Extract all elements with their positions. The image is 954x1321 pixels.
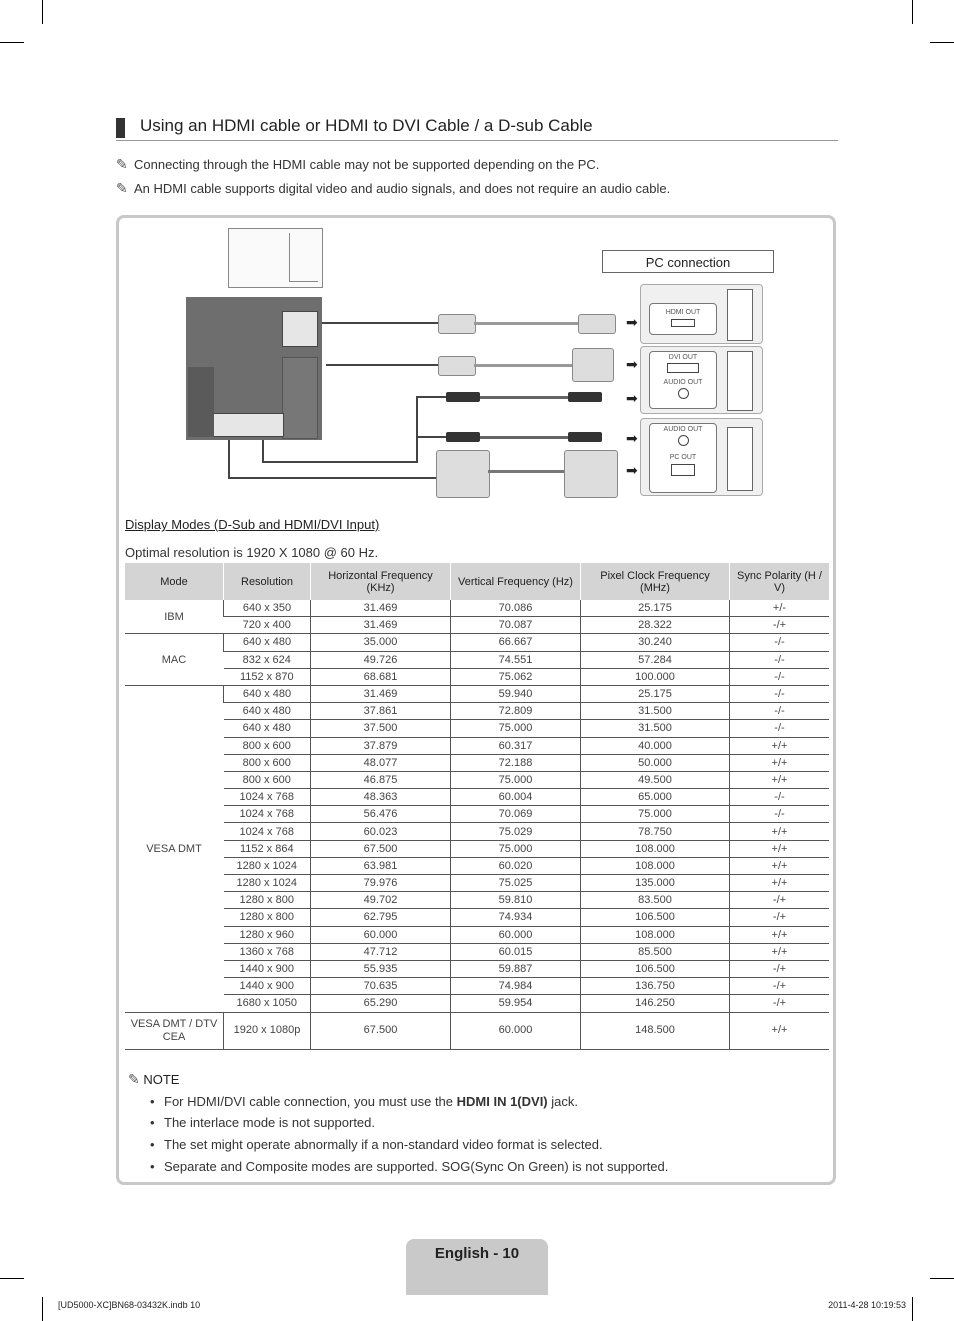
resolution-cell: 1280 x 1024 [224, 857, 311, 874]
table-row [125, 634, 829, 651]
optimal-resolution: Optimal resolution is 1920 X 1080 @ 60 Hz. [125, 545, 379, 560]
resolution-cell: 640 x 480 [224, 703, 311, 720]
arrow-right-icon: ➡ [626, 462, 638, 478]
sync-polarity-cell: -/- [730, 685, 830, 702]
horizontal-frequency-cell: 62.795 [311, 909, 451, 926]
table-row [125, 823, 829, 840]
bullet-dot: • [150, 1115, 155, 1130]
display-modes-table [125, 563, 829, 1050]
pixel-clock-cell: 146.250 [581, 995, 730, 1012]
pixel-clock-cell: 136.750 [581, 978, 730, 995]
pc-tower-icon [727, 289, 753, 341]
sync-polarity-cell: -/- [730, 668, 830, 685]
vertical-frequency-cell: 75.000 [451, 840, 581, 857]
vertical-frequency-cell: 60.000 [451, 926, 581, 943]
vertical-frequency-cell: 74.984 [451, 978, 581, 995]
mode-cell: MAC [125, 634, 224, 686]
pixel-clock-cell: 83.500 [581, 892, 730, 909]
note-line-2 [116, 180, 670, 197]
sync-polarity-cell: +/+ [730, 857, 830, 874]
horizontal-frequency-cell: 49.702 [311, 892, 451, 909]
audio-cable [480, 436, 568, 439]
sync-polarity-cell: +/+ [730, 926, 830, 943]
horizontal-frequency-cell: 56.476 [311, 806, 451, 823]
sync-polarity-cell: +/+ [730, 754, 830, 771]
sync-polarity-cell: +/+ [730, 771, 830, 788]
resolution-cell: 1280 x 800 [224, 909, 311, 926]
title-divider [116, 140, 838, 141]
arrow-right-icon: ➡ [626, 314, 638, 330]
table-row [125, 806, 829, 823]
pc-out-label: PC OUT [669, 454, 697, 461]
note-bullet [150, 1094, 578, 1109]
vertical-frequency-cell: 70.069 [451, 806, 581, 823]
pixel-clock-cell: 100.000 [581, 668, 730, 685]
horizontal-frequency-cell: 70.635 [311, 978, 451, 995]
table-row [125, 668, 829, 685]
table-row [125, 789, 829, 806]
crop-mark [912, 1297, 913, 1321]
resolution-cell: 832 x 624 [224, 651, 311, 668]
horizontal-frequency-cell: 37.879 [311, 737, 451, 754]
sync-polarity-cell: -/- [730, 806, 830, 823]
table-row [125, 600, 829, 617]
bullet-text: The interlace mode is not supported. [164, 1115, 376, 1130]
bullet-text: Separate and Composite modes are supported. SOG(Sync On Green) is not supported. [164, 1159, 669, 1174]
sync-polarity-cell: +/+ [730, 943, 830, 960]
table-row [125, 995, 829, 1012]
mode-cell: VESA DMT / DTV CEA [125, 1012, 224, 1049]
hdmi-out-label: HDMI OUT [665, 309, 701, 316]
dsub-cable [488, 470, 564, 473]
crop-mark [930, 1278, 954, 1279]
resolution-cell: 1024 x 768 [224, 789, 311, 806]
sync-polarity-cell: +/+ [730, 737, 830, 754]
resolution-cell: 1360 x 768 [224, 943, 311, 960]
sync-polarity-cell: +/+ [730, 840, 830, 857]
crop-mark [42, 1297, 43, 1321]
display-modes-title: Display Modes (D-Sub and HDMI/DVI Input) [125, 517, 380, 532]
table-row [125, 754, 829, 771]
pc-unit-dsub [640, 418, 763, 496]
bullet-text: For HDMI/DVI cable connection, you must use the [164, 1094, 457, 1109]
pixel-clock-cell: 57.284 [581, 651, 730, 668]
horizontal-frequency-cell: 67.500 [311, 1012, 451, 1049]
pixel-clock-cell: 40.000 [581, 737, 730, 754]
sync-polarity-cell: -/- [730, 703, 830, 720]
note-bullet [150, 1115, 375, 1130]
audio-out-label: AUDIO OUT [663, 379, 703, 386]
resolution-cell: 1680 x 1050 [224, 995, 311, 1012]
note-bullet [150, 1159, 668, 1174]
bullet-text: The set might operate abnormally if a non-standard video format is selected. [164, 1137, 603, 1152]
pen-note-icon: ✎ [116, 180, 128, 196]
pixel-clock-cell: 108.000 [581, 840, 730, 857]
hdmi-out-port [649, 303, 717, 335]
vertical-frequency-cell: 59.810 [451, 892, 581, 909]
pixel-clock-cell: 148.500 [581, 1012, 730, 1049]
pc-connection-label: PC connection [602, 250, 774, 273]
col-pixel-clock: Pixel Clock Frequency (MHz) [581, 563, 730, 600]
vertical-frequency-cell: 74.551 [451, 651, 581, 668]
tv-rear-panel-illustration [186, 297, 322, 440]
dvi-audio-port-group [649, 351, 717, 409]
sync-polarity-cell: +/+ [730, 1012, 830, 1049]
sync-polarity-cell: -/+ [730, 617, 830, 634]
mode-cell: IBM [125, 600, 224, 634]
pixel-clock-cell: 106.500 [581, 960, 730, 977]
horizontal-frequency-cell: 65.290 [311, 995, 451, 1012]
sync-polarity-cell: -/+ [730, 995, 830, 1012]
crop-mark [0, 42, 24, 43]
pixel-clock-cell: 135.000 [581, 875, 730, 892]
resolution-cell: 800 x 600 [224, 754, 311, 771]
sync-polarity-cell: -/- [730, 651, 830, 668]
note-text: An HDMI cable supports digital video and audio signals, and does not require an audio cable. [134, 181, 671, 196]
vertical-frequency-cell: 72.809 [451, 703, 581, 720]
horizontal-frequency-cell: 37.500 [311, 720, 451, 737]
hdmi-connector [578, 314, 616, 334]
vertical-frequency-cell: 75.062 [451, 668, 581, 685]
col-sync-polarity: Sync Polarity (H / V) [730, 563, 830, 600]
dsub-connector [436, 450, 490, 498]
cable-line [416, 436, 446, 438]
table-row [125, 617, 829, 634]
col-mode: Mode [125, 563, 224, 600]
note-heading-text: NOTE [143, 1072, 180, 1087]
table-row [125, 909, 829, 926]
vertical-frequency-cell: 75.029 [451, 823, 581, 840]
vertical-frequency-cell: 59.954 [451, 995, 581, 1012]
vertical-frequency-cell: 75.000 [451, 720, 581, 737]
horizontal-frequency-cell: 67.500 [311, 840, 451, 857]
resolution-cell: 720 x 400 [224, 617, 311, 634]
horizontal-frequency-cell: 31.469 [311, 685, 451, 702]
pc-unit-hdmi [640, 284, 763, 344]
crop-mark [0, 1278, 24, 1279]
table-row [125, 892, 829, 909]
arrow-right-icon: ➡ [626, 430, 638, 446]
table-header-row [125, 563, 829, 600]
pixel-clock-cell: 65.000 [581, 789, 730, 806]
horizontal-frequency-cell: 48.077 [311, 754, 451, 771]
resolution-cell: 1920 x 1080p [224, 1012, 311, 1049]
cable-line [262, 440, 264, 462]
crop-mark [912, 0, 913, 24]
horizontal-frequency-cell: 79.976 [311, 875, 451, 892]
pixel-clock-cell: 28.322 [581, 617, 730, 634]
horizontal-frequency-cell: 49.726 [311, 651, 451, 668]
table-row [125, 720, 829, 737]
dvi-out-label: DVI OUT [668, 354, 698, 361]
note-line-1 [116, 156, 599, 173]
hdmi-connector [438, 314, 476, 334]
resolution-cell: 640 x 350 [224, 600, 311, 617]
audio-pc-port-group [649, 423, 717, 493]
resolution-cell: 1280 x 960 [224, 926, 311, 943]
hdmi-port-icon [671, 319, 695, 327]
table-row [125, 1012, 829, 1049]
note-bullet [150, 1137, 603, 1152]
table-row [125, 978, 829, 995]
dvi-connector [572, 348, 614, 382]
pen-note-icon: ✎ [116, 156, 128, 172]
print-timestamp: 2011-4-28 10:19:53 [828, 1300, 906, 1310]
table-row [125, 703, 829, 720]
table-row [125, 960, 829, 977]
tv-front-illustration [228, 228, 323, 288]
horizontal-frequency-cell: 55.935 [311, 960, 451, 977]
horizontal-frequency-cell: 31.469 [311, 600, 451, 617]
vertical-frequency-cell: 75.025 [451, 875, 581, 892]
pixel-clock-cell: 108.000 [581, 857, 730, 874]
pixel-clock-cell: 25.175 [581, 600, 730, 617]
audio-out-label: AUDIO OUT [663, 426, 703, 433]
table-row [125, 737, 829, 754]
page-number: English - 10 [434, 1245, 520, 1262]
cable-line [326, 364, 438, 366]
cable-line [416, 396, 418, 462]
horizontal-frequency-cell: 48.363 [311, 789, 451, 806]
table-row [125, 651, 829, 668]
resolution-cell: 1280 x 1024 [224, 875, 311, 892]
pixel-clock-cell: 31.500 [581, 703, 730, 720]
cable-line [228, 477, 438, 479]
pc-unit-dvi [640, 346, 763, 414]
sync-polarity-cell: +/+ [730, 875, 830, 892]
pixel-clock-cell: 75.000 [581, 806, 730, 823]
table-row [125, 857, 829, 874]
col-vertical-frequency: Vertical Frequency (Hz) [451, 563, 581, 600]
horizontal-frequency-cell: 60.023 [311, 823, 451, 840]
pixel-clock-cell: 25.175 [581, 685, 730, 702]
arrow-right-icon: ➡ [626, 390, 638, 406]
table-row [125, 771, 829, 788]
table-row [125, 943, 829, 960]
mode-cell: VESA DMT [125, 685, 224, 1012]
resolution-cell: 640 x 480 [224, 720, 311, 737]
pixel-clock-cell: 31.500 [581, 720, 730, 737]
vertical-frequency-cell: 60.004 [451, 789, 581, 806]
horizontal-frequency-cell: 31.469 [311, 617, 451, 634]
table-row [125, 685, 829, 702]
table-row [125, 926, 829, 943]
sync-polarity-cell: -/- [730, 634, 830, 651]
bullet-dot: • [150, 1094, 155, 1109]
resolution-cell: 1440 x 900 [224, 978, 311, 995]
pen-note-icon: ✎ [128, 1071, 140, 1087]
pixel-clock-cell: 50.000 [581, 754, 730, 771]
vertical-frequency-cell: 60.015 [451, 943, 581, 960]
note-text: Connecting through the HDMI cable may not be supported depending on the PC. [134, 157, 600, 172]
hdmi-connector [438, 356, 476, 376]
bullet-bold-text: HDMI IN 1(DVI) [456, 1094, 548, 1109]
bullet-text: jack. [547, 1094, 578, 1109]
col-horizontal-frequency: Horizontal Frequency (KHz) [311, 563, 451, 600]
bullet-dot: • [150, 1137, 155, 1152]
title-marker [116, 118, 125, 138]
sync-polarity-cell: -/- [730, 720, 830, 737]
table-row [125, 840, 829, 857]
pixel-clock-cell: 106.500 [581, 909, 730, 926]
hdmi-dvi-cable [474, 364, 572, 367]
crop-mark [930, 42, 954, 43]
vertical-frequency-cell: 60.000 [451, 1012, 581, 1049]
vertical-frequency-cell: 72.188 [451, 754, 581, 771]
dsub-connector [564, 450, 618, 498]
vertical-frequency-cell: 60.020 [451, 857, 581, 874]
pixel-clock-cell: 78.750 [581, 823, 730, 840]
resolution-cell: 1440 x 900 [224, 960, 311, 977]
horizontal-frequency-cell: 35.000 [311, 634, 451, 651]
page-title: Using an HDMI cable or HDMI to DVI Cable / a D-sub Cable [140, 116, 593, 135]
sync-polarity-cell: -/+ [730, 909, 830, 926]
resolution-cell: 1024 x 768 [224, 806, 311, 823]
audio-plug [568, 432, 602, 442]
audio-jack-icon [678, 388, 689, 399]
pc-tower-icon [727, 351, 753, 411]
pixel-clock-cell: 108.000 [581, 926, 730, 943]
cable-line [262, 461, 418, 463]
vertical-frequency-cell: 70.087 [451, 617, 581, 634]
resolution-cell: 800 x 600 [224, 737, 311, 754]
pixel-clock-cell: 49.500 [581, 771, 730, 788]
pc-tower-icon [727, 427, 753, 491]
audio-plug [446, 432, 480, 442]
sync-polarity-cell: -/+ [730, 892, 830, 909]
horizontal-frequency-cell: 60.000 [311, 926, 451, 943]
sync-polarity-cell: +/+ [730, 823, 830, 840]
audio-plug [446, 392, 480, 402]
resolution-cell: 1280 x 800 [224, 892, 311, 909]
resolution-cell: 800 x 600 [224, 771, 311, 788]
sync-polarity-cell: -/- [730, 789, 830, 806]
vertical-frequency-cell: 66.667 [451, 634, 581, 651]
resolution-cell: 640 x 480 [224, 634, 311, 651]
hdmi-cable [474, 322, 578, 325]
audio-cable [480, 396, 568, 399]
table-row [125, 875, 829, 892]
dvi-port-icon [667, 363, 699, 373]
audio-jack-icon [678, 435, 689, 446]
bullet-dot: • [150, 1159, 155, 1174]
horizontal-frequency-cell: 63.981 [311, 857, 451, 874]
vertical-frequency-cell: 75.000 [451, 771, 581, 788]
horizontal-frequency-cell: 37.861 [311, 703, 451, 720]
resolution-cell: 1024 x 768 [224, 823, 311, 840]
sync-polarity-cell: -/+ [730, 960, 830, 977]
crop-mark [42, 0, 43, 24]
sync-polarity-cell: +/- [730, 600, 830, 617]
sync-polarity-cell: -/+ [730, 978, 830, 995]
horizontal-frequency-cell: 68.681 [311, 668, 451, 685]
resolution-cell: 1152 x 864 [224, 840, 311, 857]
col-resolution: Resolution [224, 563, 311, 600]
horizontal-frequency-cell: 46.875 [311, 771, 451, 788]
vertical-frequency-cell: 74.934 [451, 909, 581, 926]
cable-line [228, 440, 230, 478]
vertical-frequency-cell: 59.887 [451, 960, 581, 977]
vertical-frequency-cell: 60.317 [451, 737, 581, 754]
note-heading [128, 1071, 179, 1088]
pixel-clock-cell: 30.240 [581, 634, 730, 651]
vertical-frequency-cell: 59.940 [451, 685, 581, 702]
resolution-cell: 640 x 480 [224, 685, 311, 702]
vga-port-icon [671, 464, 695, 476]
cable-line [416, 396, 446, 398]
resolution-cell: 1152 x 870 [224, 668, 311, 685]
audio-plug [568, 392, 602, 402]
vertical-frequency-cell: 70.086 [451, 600, 581, 617]
cable-line [322, 322, 440, 324]
file-info: [UD5000-XC]BN68-03432K.indb 10 [58, 1300, 201, 1310]
arrow-right-icon: ➡ [626, 356, 638, 372]
pixel-clock-cell: 85.500 [581, 943, 730, 960]
horizontal-frequency-cell: 47.712 [311, 943, 451, 960]
